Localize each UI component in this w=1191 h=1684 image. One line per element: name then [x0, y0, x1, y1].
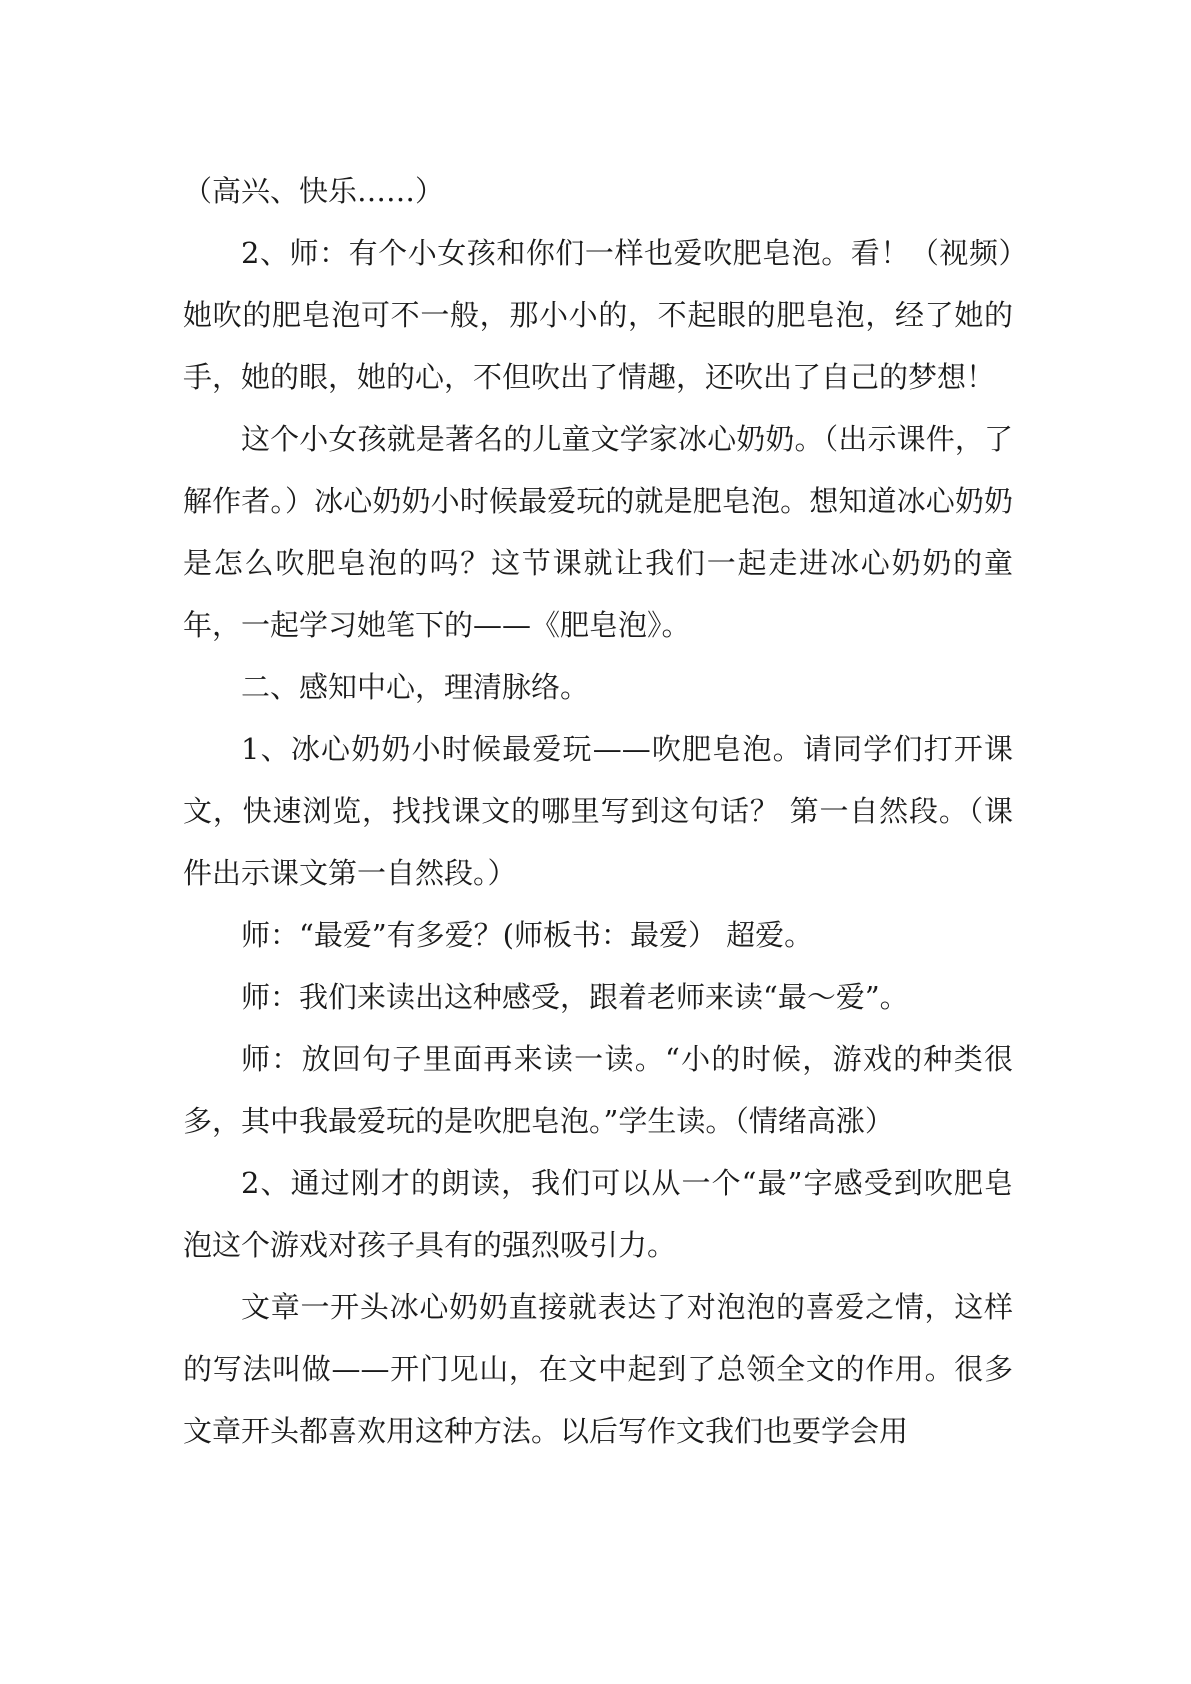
- paragraph-opening-technique: 文章一开头冰心奶奶直接就表达了对泡泡的喜爱之情，这样的写法叫做——开门见山，在文中起到了总领全文的作用。很多文章开头都喜欢用这种方法。以后写作文我们也要学会用: [183, 1290, 1013, 1448]
- paragraph-teacher-most-love: 师：“最爱”有多爱？(师板书：最爱） 超爱。: [241, 918, 814, 952]
- paragraph-bingxin-intro: 这个小女孩就是著名的儿童文学家冰心奶奶。（出示课件，了解作者。）冰心奶奶小时候最爱玩的就是肥皂泡。想知道冰心奶奶是怎么吹肥皂泡的吗？这节课就让我们一起走进冰心奶奶的童年，一起学习她笔下的——《肥皂泡》。: [183, 422, 1013, 642]
- document-body: [183, 160, 1013, 1462]
- paragraph-step-1: 1、冰心奶奶小时候最爱玩——吹肥皂泡。请同学们打开课文，快速浏览，找找课文的哪里写到这句话？ 第一自然段。（课件出示课文第一自然段。）: [183, 732, 1013, 890]
- paragraph-teacher-read-feeling: 师：我们来读出这种感受，跟着老师来读“最～爱”。: [241, 980, 909, 1014]
- paragraph-step-2: 2、通过刚才的朗读，我们可以从一个“最”字感受到吹肥皂泡这个游戏对孩子具有的强烈吸引力。: [183, 1166, 1013, 1262]
- paragraph-soap-bubble-girl: 2、师：有个小女孩和你们一样也爱吹肥皂泡。看！（视频）她吹的肥皂泡可不一般，那小小的，不起眼的肥皂泡，经了她的手，她的眼，她的心，不但吹出了情趣，还吹出了自己的梦想！: [183, 236, 1013, 394]
- section-heading-perceive-center: 二、感知中心，理清脉络。: [241, 670, 590, 704]
- paragraph-emotions: （高兴、快乐……）: [183, 174, 445, 208]
- paragraph-teacher-read-sentence: 师：放回句子里面再来读一读。“小的时候，游戏的种类很多，其中我最爱玩的是吹肥皂泡。”学生读。（情绪高涨）: [183, 1042, 1013, 1138]
